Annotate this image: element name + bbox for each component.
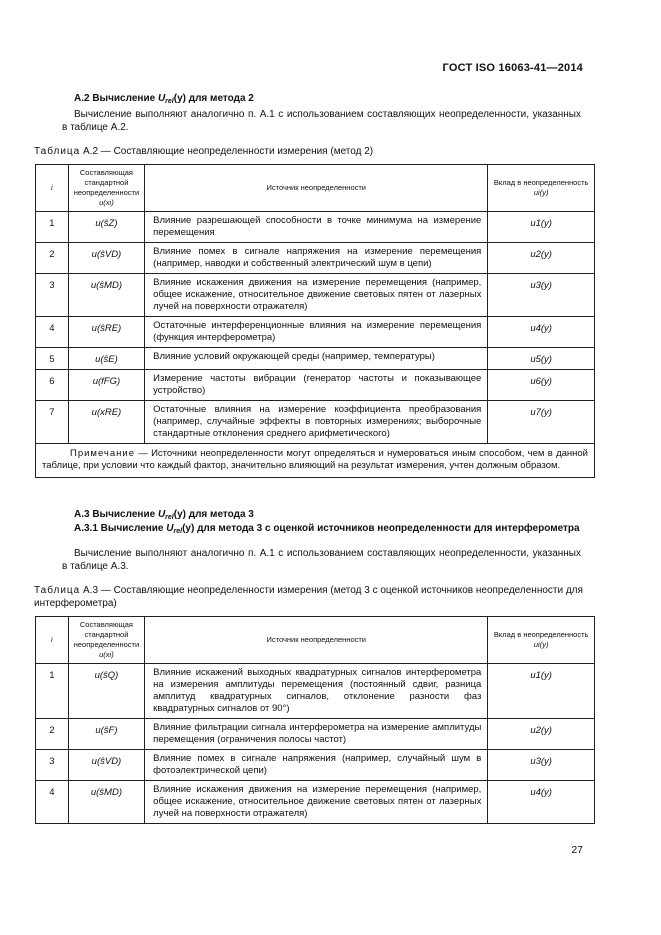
row-source: Влияние помех в сигнале напряжения на измерение перемещения (например, наводки и собственный электрический шум в цепи) [145,243,488,274]
row-contribution: u1(y) [488,212,595,243]
row-index: 6 [36,370,69,401]
row-component: u(ŝVD) [68,243,144,274]
section-a3-title: А.3 Вычисление $U_{rel}(y)$ для метода 3 [74,509,254,521]
row-component: u(xRE) [68,401,144,444]
row-component: u(ŝMD) [68,274,144,317]
table-a2-caption: Таблица А.2 — Составляющие неопределенности измерения (метод 2) [34,146,374,157]
section-a2-title: А.2 Вычисление $U_{rel}(y)$ для метода 2 [74,93,254,105]
row-component: u(ŝF) [68,719,144,750]
row-source: Влияние разрешающей способности в точке минимума на измерение перемещения [145,212,488,243]
header-contribution: Вклад в неопределенность ui(y) [488,165,595,212]
row-index: 4 [36,781,69,824]
row-contribution: u7(y) [488,401,595,444]
row-component: u(ŝQ) [68,664,144,719]
row-contribution: u3(y) [488,750,595,781]
page-number: 27 [571,844,583,856]
row-index: 3 [36,750,69,781]
table-row [36,781,595,824]
row-component: u(ŝZ) [68,212,144,243]
table-row [36,348,595,370]
section-a3-1-title: А.3.1 Вычисление $U_{rel}(y)$ для метода 3 с оценкой источников неопределенности для интерферометра [74,523,580,535]
table-row [36,401,595,444]
row-source: Измерение частоты вибрации (генератор частоты и показывающее устройство) [145,370,488,401]
row-contribution: u2(y) [488,719,595,750]
document-header: ГОСТ ISO 16063-41—2014 [442,62,583,74]
row-contribution: u1(y) [488,664,595,719]
table-body [36,212,595,444]
row-index: 1 [36,212,69,243]
row-source: Остаточные влияния на измерение коэффициента преобразования (например, случайные эффекты в повторных измерениях; выборочные стандартные отклонения среднего арифметического) [145,401,488,444]
table-row [36,719,595,750]
header-source: Источник неопределенности [145,165,488,212]
table-note: Примечание — Источники неопределенности могут определяться и нумероваться иным способом, чем в данной таблице, при условии что каждый фактор, значительно влияющий на результат измерения, учтен должным образом. [36,444,595,478]
row-source: Влияние помех в сигнале напряжения (например, случайный шум в фотоэлектрической цепи) [145,750,488,781]
row-index: 7 [36,401,69,444]
row-index: 2 [36,719,69,750]
row-component: u(ŝVD) [68,750,144,781]
row-contribution: u4(y) [488,781,595,824]
row-index: 3 [36,274,69,317]
row-contribution: u6(y) [488,370,595,401]
table-row [36,664,595,719]
row-source: Остаточные интерференционные влияния на измерение перемещения (функция интерферометра) [145,317,488,348]
row-component: u(fFG) [68,370,144,401]
table-row [36,370,595,401]
row-index: 2 [36,243,69,274]
table-a3-caption: Таблица А.3 — Составляющие неопределенности измерения (метод 3 с оценкой источников неопределенности для интерферометра) [34,585,583,609]
table-note-row [36,444,595,478]
row-source: Влияние искажений выходных квадратурных сигналов интерферометра на измерения амплитуды перемещения (постоянный сдвиг, разница амплитуд квадратурных сигналов, отклонение разности фаз квадратурных сигналов от 90°) [145,664,488,719]
section-a3-text: Вычисление выполняют аналогично п. А.1 с использованием составляющих неопределенности, указанных в таблице А.3. [62,548,581,572]
row-source: Влияние искажения движения на измерение перемещения (например, общее искажение, относительное движение световых пятен от лазерных лучей на поверхности отражателя) [145,781,488,824]
table-row [36,274,595,317]
row-contribution: u5(y) [488,348,595,370]
header-source: Источник неопределенности [145,617,488,664]
row-contribution: u2(y) [488,243,595,274]
header-component: Составляющая стандартной неопределенности u(xi) [68,165,144,212]
table-header-row [36,617,595,664]
table-row [36,750,595,781]
row-index: 4 [36,317,69,348]
row-contribution: u4(y) [488,317,595,348]
row-component: u(ŝMD) [68,781,144,824]
row-index: 5 [36,348,69,370]
table-a3 [35,616,595,824]
row-component: u(ŝE) [68,348,144,370]
row-source: Влияние искажения движения на измерение перемещения (например, общее искажение, относительное движение световых пятен от лазерных лучей на поверхности отражателя) [145,274,488,317]
table-header-row [36,165,595,212]
row-component: u(ŝRE) [68,317,144,348]
table-a2 [35,164,595,478]
row-index: 1 [36,664,69,719]
table-row [36,212,595,243]
row-source: Влияние фильтрации сигнала интерферометра на измерение амплитуды перемещения (ограничения полосы частот) [145,719,488,750]
header-i: i [36,617,69,664]
header-contribution: Вклад в неопределенность ui(y) [488,617,595,664]
row-contribution: u3(y) [488,274,595,317]
header-i: i [36,165,69,212]
header-component: Составляющая стандартной неопределенности u(xi) [68,617,144,664]
table-body [36,664,595,824]
table-row [36,317,595,348]
row-source: Влияние условий окружающей среды (например, температуры) [145,348,488,370]
table-row [36,243,595,274]
section-a2-text: Вычисление выполняют аналогично п. А.1 с использованием составляющих неопределенности, указанных в таблице А.2. [62,109,581,133]
